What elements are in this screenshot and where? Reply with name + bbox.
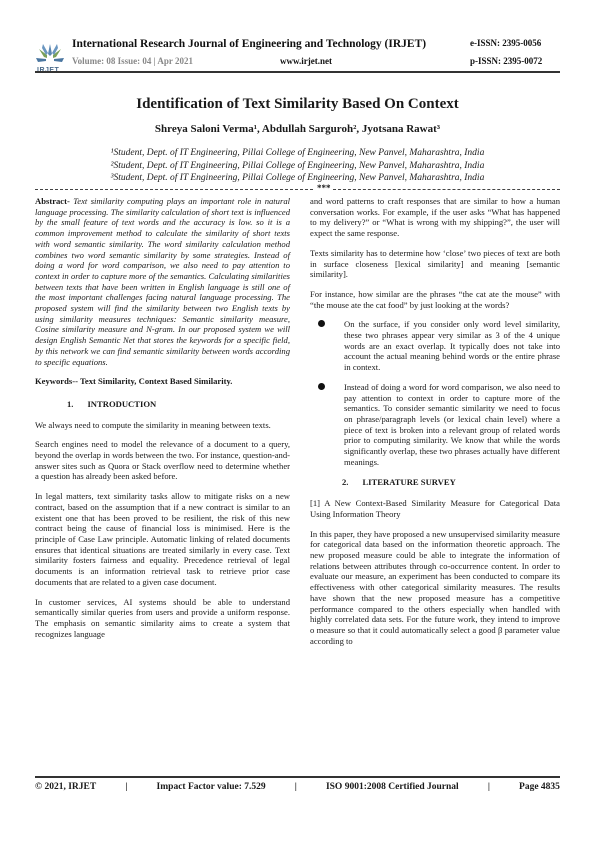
section-number: 2.: [342, 477, 349, 488]
journal-url[interactable]: www.irjet.net: [280, 56, 332, 66]
footer-iso: ISO 9001:2008 Certified Journal: [325, 782, 459, 792]
section-title: LITERATURE SURVEY: [362, 477, 456, 488]
keywords-label: Keywords--: [35, 376, 78, 387]
left-column: [35, 196, 290, 648]
footer-rule: [35, 776, 560, 778]
affiliation-1: ¹Student, Dept. of IT Engineering, Pillai College of Engineering, New Panvel, Maharashtra, India: [110, 148, 485, 158]
page-footer: [35, 782, 560, 792]
reference-1-title: [1] A New Context-Based Similarity Measure for Categorical Data Using Information Theory: [310, 498, 560, 519]
intro-paragraph-7: For instance, how similar are the phrases “the cat ate the mouse” with “the mouse ate the cat food” by just looking at the words?: [310, 288, 560, 310]
list-item: [336, 319, 560, 373]
abstract-label: Abstract-: [35, 196, 70, 206]
volume-issue: Volume: 08 Issue: 04 | Apr 2021: [72, 56, 193, 66]
list-item-text: On the surface, if you consider only word level similarity, these two phrases appear very similar as 3 of the 4 unique words are an exact overlap. It typically does not take into account the actual meaning behind words or the entire phrase in context.: [344, 319, 560, 373]
footer-page-number: Page 4835: [519, 782, 560, 792]
paper-title: Identification of Text Similarity Based On Context: [136, 96, 459, 112]
footer-divider: |: [125, 782, 128, 792]
list-item-text: Instead of doing a word for word comparison, we also need to pay attention to context in order to capture more of the semantics. To consider semantic similarity we need to focus on phrase/paragraph levels (or lexical chain level) where a piece of text is broken into a relevant group of related words prior to computing similarity. We know that while the words significantly overlap, these two phrases actually have different meanings.: [344, 381, 560, 467]
right-column: [310, 196, 560, 655]
literature-paragraph-1: In this paper, they have proposed a new unsupervised similarity measure for categorical data based on the information theoretic approach. The new proposed measure could be able to integrate the information of relations between attributes through co-occurrence content. In order to evaluate our measure, an experiment has been conducted to compare its effectiveness with other categorical similarity measures. The results have shown that the new proposed measure has a competitive performance compared to the others especially when handled with highly correlated data sets. For the future work, they intend to improve o measure so that it could automatically select a good β parameter value according to: [310, 528, 560, 646]
bullet-list: [336, 319, 560, 467]
intro-paragraph-6: Texts similarity has to determine how ‘close’ two pieces of text are both in surface closeness [lexical similarity] and meaning [semantic similarity].: [310, 247, 560, 280]
footer-divider: |: [487, 782, 490, 792]
section-title: INTRODUCTION: [87, 398, 157, 409]
affiliations: [0, 147, 595, 185]
bullet-dot-icon: [318, 383, 325, 390]
header-rule: [35, 71, 560, 73]
affiliation-3: ³Student, Dept. of IT Engineering, Pillai College of Engineering, New Panvel, Maharashtra, India: [110, 173, 485, 183]
separator-stars: ***: [317, 183, 331, 193]
paper-authors: Shreya Saloni Verma¹, Abdullah Sarguroh², Jyotsana Rawat³: [154, 123, 441, 135]
keywords-text: Text Similarity, Context Based Similarity.: [77, 376, 233, 387]
list-item: [336, 382, 560, 468]
footer-divider: |: [294, 782, 297, 792]
footer-impact-factor: Impact Factor value: 7.529: [156, 782, 266, 792]
intro-paragraph-1: We always need to compute the similarity in meaning between texts.: [35, 419, 271, 430]
intro-paragraph-5: and word patterns to craft responses that are similar to how a human conversation works. For example, if the user asks “What has happened to my delivery?” or “What is wrong with my shipping?”, the user will expect the same response.: [310, 196, 560, 239]
journal-title: International Research Journal of Engineering and Technology (IRJET): [72, 38, 427, 50]
bullet-dot-icon: [318, 320, 325, 327]
keywords: [35, 376, 290, 387]
intro-paragraph-4: In customer services, AI systems should be able to understand semantically similar queries from users and provide a uniform response. The emphasis on semantic similarity aims to create a system that recognizes language: [35, 596, 290, 639]
affiliation-2: ²Student, Dept. of IT Engineering, Pillai College of Engineering, New Panvel, Maharashtra, India: [110, 160, 485, 171]
section-number: 1.: [67, 398, 74, 409]
abstract: [35, 196, 290, 367]
intro-paragraph-2: Search engines need to model the relevance of a document to a query, beyond the overlap in words between the two. For instance, question-and-answer sites such as Quora or Stack overflow need to determine whether a question has already been asked before.: [35, 439, 290, 482]
intro-paragraph-3: In legal matters, text similarity tasks allow to mitigate risks on a new contract, based on the assumption that if a new contract is similar to an existent one that has been proved to be resilient, the risk of this new contract being the cause of financial loss is minimised. Here is the principle of Case Law principle. Automatic linking of related documents ensures that identical situations are treated similarly in every case. Text similarity fosters fairness and equality. Precedence retrieval of legal documents is an information retrieval task to retrieve prior case documents that are related to a given case document.: [35, 491, 290, 587]
p-issn: p-ISSN: 2395-0072: [470, 56, 543, 66]
journal-header: [0, 0, 595, 80]
e-issn: e-ISSN: 2395-0056: [470, 38, 542, 48]
section-heading-introduction: [67, 399, 290, 410]
section-separator: [35, 184, 560, 194]
abstract-text: Text similarity computing plays an important role in natural language processing. The similarity calculation of short text is influenced by the small feature of text words and the accuracy is low. so it is a common improvement method to calculate the similarity of short texts with word semantic similarity. The word similarity calculation method combines two word semantic similarity by some strategies. Instead of doing a word for word comparison, we also need to pay attention to context in order to capture more of the semantics. Calculating similarities between texts that have been written in English language is still one of the most important challenges facing natural language processing. The proposed system will find the similarity between two English texts by using similarity measures techniques: Semantic similarity measure, Cosine similarity measure and N-gram. In our proposed system we will design English Semantic Net that stores the keywords for a specific field, by this network we can find semantic similarity between words according to specific equations.: [35, 196, 290, 367]
footer-copyright: © 2021, IRJET: [35, 782, 97, 792]
section-heading-literature-survey: [342, 477, 560, 488]
